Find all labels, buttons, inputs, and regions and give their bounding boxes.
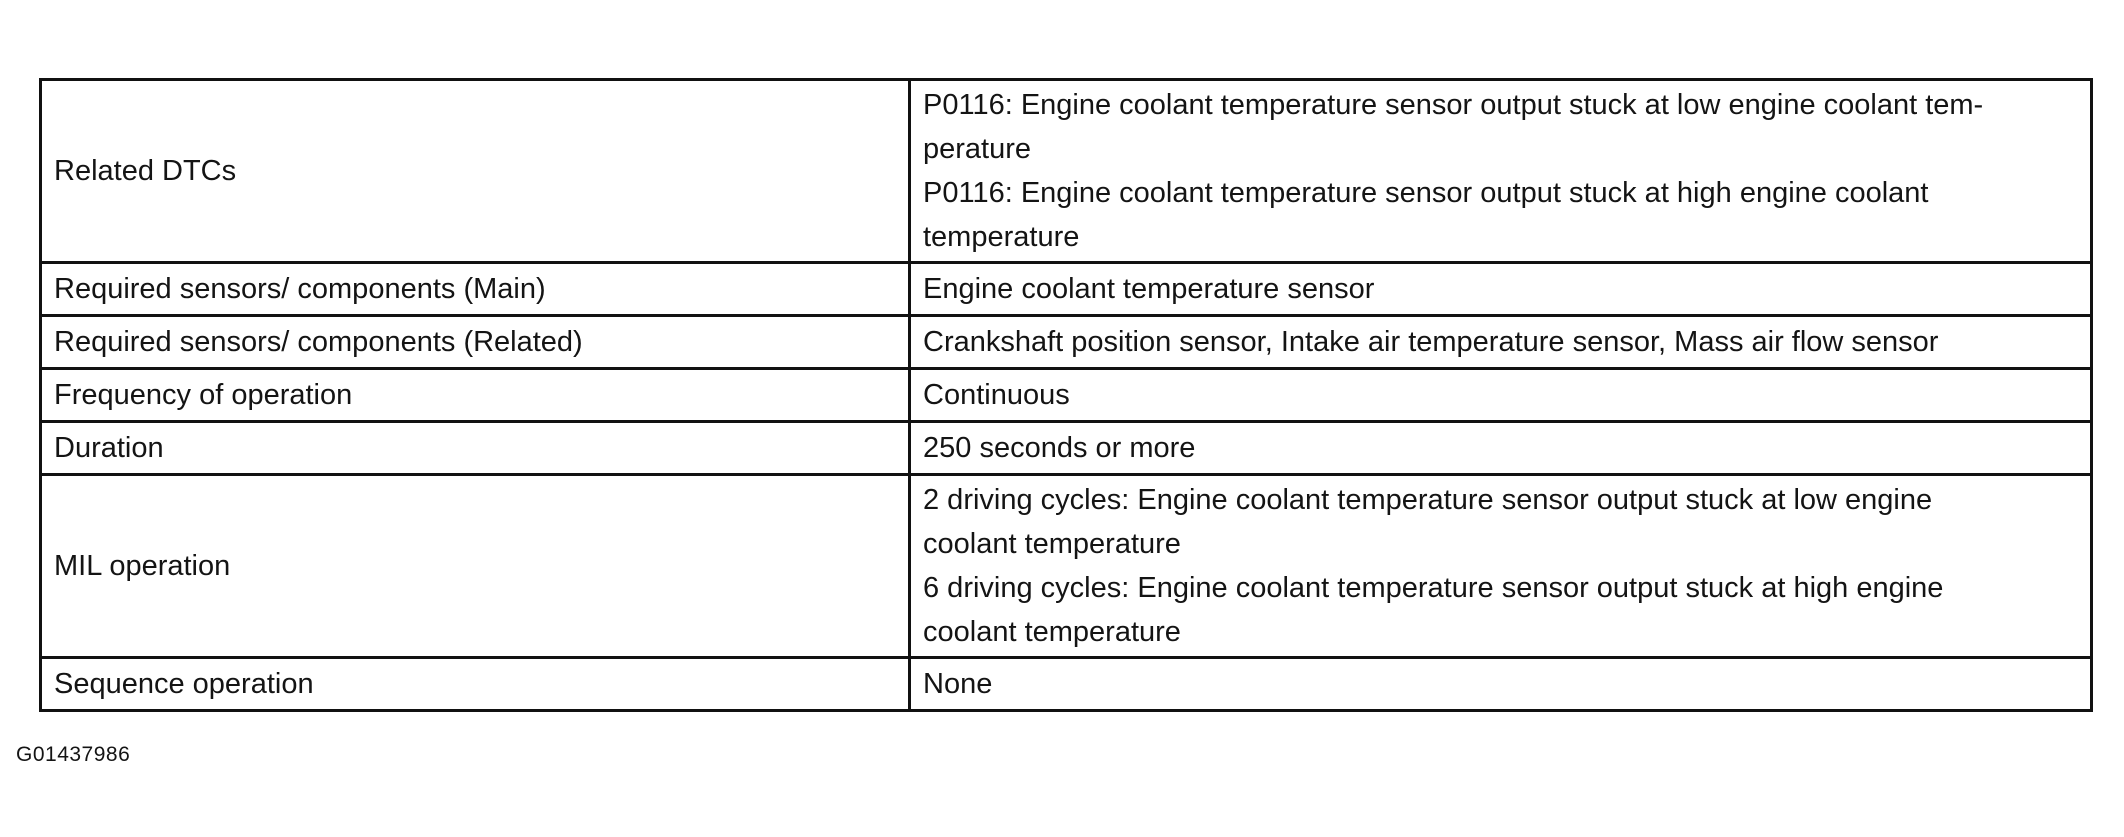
- row-label: Required sensors/ components (Related): [41, 316, 910, 369]
- row-label: MIL operation: [41, 475, 910, 658]
- row-value: [910, 80, 2092, 263]
- row-value: Continuous: [910, 369, 2092, 422]
- value-line: coolant temperature: [923, 616, 1181, 648]
- table-row-mil-operation: [41, 475, 2092, 658]
- table-row-related-dtcs: [41, 80, 2092, 263]
- row-value: Engine coolant temperature sensor: [910, 263, 2092, 316]
- value-line: coolant temperature: [923, 528, 1181, 560]
- table-row-sequence-operation: [41, 658, 2092, 711]
- row-label: Sequence operation: [41, 658, 910, 711]
- row-value: 250 seconds or more: [910, 422, 2092, 475]
- table-row-required-sensors-related: [41, 316, 2092, 369]
- value-line: temperature: [923, 221, 1080, 253]
- value-line: P0116: Engine coolant temperature sensor output stuck at high engine coolant: [923, 177, 1929, 209]
- row-value: [910, 475, 2092, 658]
- table-row-required-sensors-main: [41, 263, 2092, 316]
- monitor-specification-table: [39, 78, 2093, 712]
- value-line: perature: [923, 133, 1032, 165]
- row-value: Crankshaft position sensor, Intake air temperature sensor, Mass air flow sensor: [910, 316, 2092, 369]
- row-value: None: [910, 658, 2092, 711]
- value-line: P0116: Engine coolant temperature sensor output stuck at low engine coolant tem-: [923, 89, 1984, 121]
- row-label: Related DTCs: [41, 80, 910, 263]
- row-label: Duration: [41, 422, 910, 475]
- table-row-duration: [41, 422, 2092, 475]
- row-label: Required sensors/ components (Main): [41, 263, 910, 316]
- value-line: 6 driving cycles: Engine coolant temperature sensor output stuck at high engine: [923, 572, 1944, 604]
- figure-code: G01437986: [16, 743, 131, 766]
- value-line: 2 driving cycles: Engine coolant temperature sensor output stuck at low engine: [923, 484, 1933, 516]
- row-label: Frequency of operation: [41, 369, 910, 422]
- table-row-frequency-of-operation: [41, 369, 2092, 422]
